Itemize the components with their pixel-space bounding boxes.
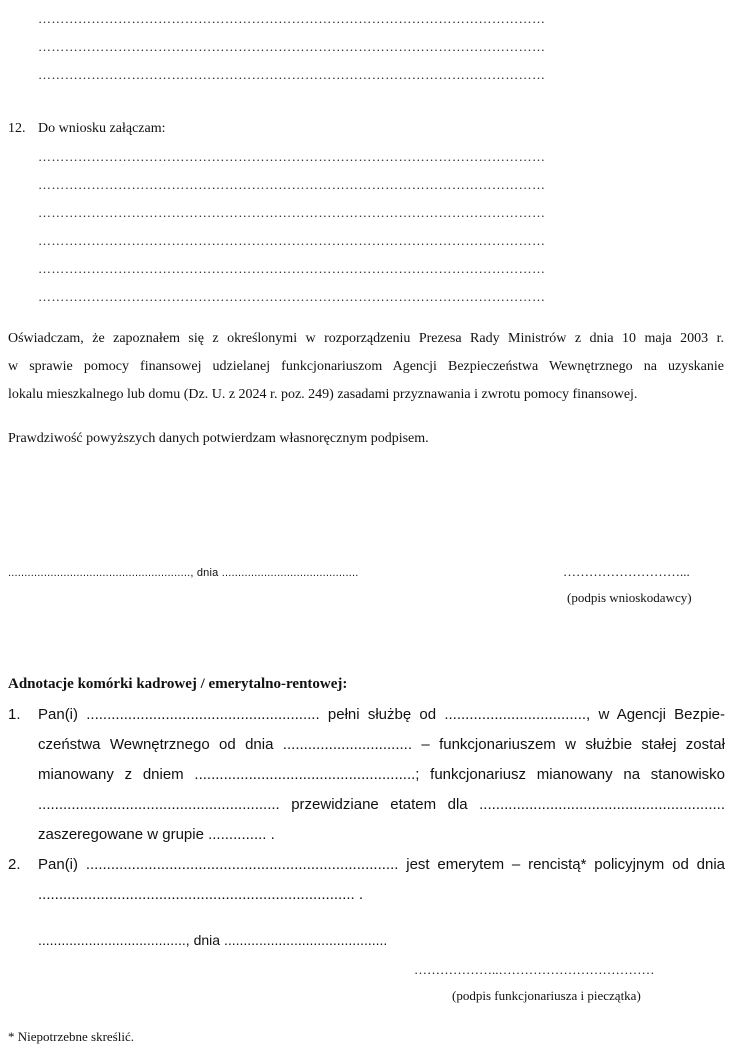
annotation-place-date-line: ......................................, dnia .......................................... [38, 932, 388, 948]
item-12-number: 12. [8, 121, 26, 136]
dotted-line: …………………………………………………………………………………………………… [38, 11, 546, 26]
annotation-item-1-line: czeństwa Wewnętrznego od dnia ............................... – funkcjonariuszem w służbie stałej został [38, 736, 725, 753]
applicant-signature-caption: (podpis wnioskodawcy) [567, 590, 692, 605]
applicant-signature-line: ………………………... [563, 564, 690, 579]
annotations-heading: Adnotacje komórki kadrowej / emerytalno-rentowej: [8, 676, 348, 692]
place-date-line: ........................................................, dnia .......................................... [8, 567, 359, 579]
attachment-dotted-line: …………………………………………………………………………………………………… [38, 261, 546, 276]
official-signature-caption: (podpis funkcjonariusza i pieczątka) [452, 988, 641, 1003]
attachment-dotted-line: …………………………………………………………………………………………………… [38, 205, 546, 220]
annotation-item-2-number: 2. [8, 856, 21, 873]
footnote: * Niepotrzebne skreślić. [8, 1029, 134, 1044]
declaration-line: lokalu mieszkalnego lub domu (Dz. U. z 2024 r. poz. 249) zasadami przyznawania i zwrotu pomocy finansowej. [8, 387, 638, 402]
declaration-line: Oświadczam, że zapoznałem się z określonymi w rozporządzeniu Prezesa Rady Ministrów z dnia 10 maja 2003 r. [8, 331, 724, 346]
attachment-dotted-line: …………………………………………………………………………………………………… [38, 233, 546, 248]
dotted-line: …………………………………………………………………………………………………… [38, 39, 546, 54]
confirmation-statement: Prawdziwość powyższych danych potwierdzam własnoręcznym podpisem. [8, 431, 429, 446]
attachment-dotted-line: …………………………………………………………………………………………………… [38, 177, 546, 192]
attachment-dotted-line: …………………………………………………………………………………………………… [38, 289, 546, 304]
attachment-dotted-line: …………………………………………………………………………………………………… [38, 149, 546, 164]
item-12-label: Do wniosku załączam: [38, 121, 166, 136]
annotation-item-1-line: mianowany z dniem .....................................................; funkcjonariusz mianowany na stanowisko [38, 766, 725, 783]
dotted-line: …………………………………………………………………………………………………… [38, 67, 546, 82]
annotation-item-2-line: Pan(i) ........................................................................... jest emerytem – rencistą* policyjnym od dnia [38, 856, 725, 873]
official-signature-line: ………………..……………………………… [414, 962, 655, 977]
annotation-item-1-line: zaszeregowane w grupie .............. . [38, 826, 275, 843]
annotation-item-1-line: Pan(i) ........................................................ pełni służbę od .................................., w Agencji Bezpie- [38, 706, 725, 723]
declaration-line: w sprawie pomocy finansowej udzielanej funkcjonariuszom Agencji Bezpieczeństwa Wewnętrznego na uzyskanie [8, 359, 724, 374]
annotation-item-2-line: ............................................................................ . [38, 886, 364, 903]
annotation-item-1-number: 1. [8, 706, 21, 723]
annotation-item-1-line: .......................................................... przewidziane etatem dla ........................................................... [38, 796, 725, 813]
declaration-paragraph [8, 325, 724, 409]
